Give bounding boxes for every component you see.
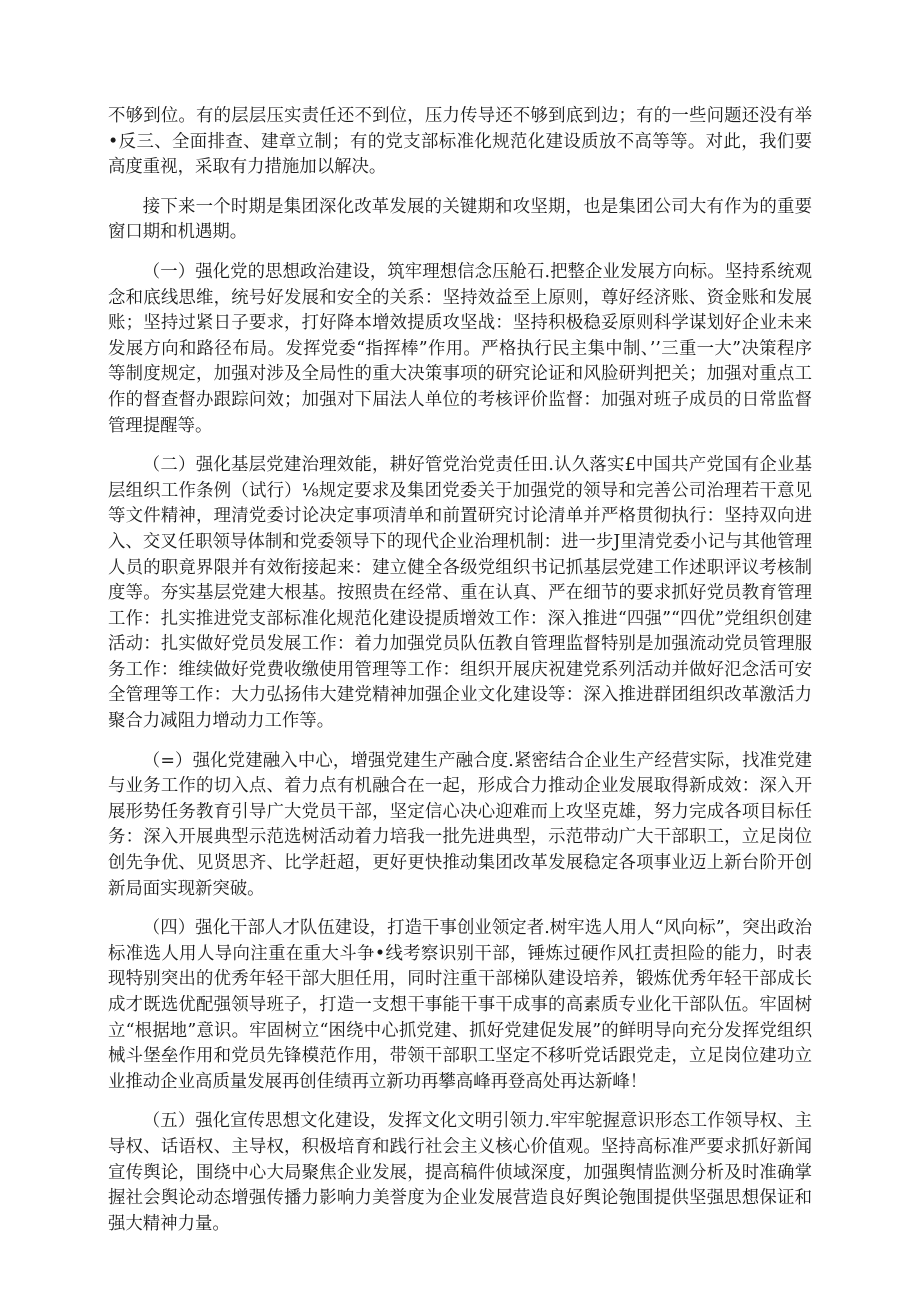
paragraph-section-4: （四）强化干部人才队伍建设，打造干事创业领定者.树牢选人用人“风向标”，突出政治标准选人用人导向注重在重大斗争•线考察识别干部，锤炼过硬作风扛责担险的能力，时表现特别突出的优秀年轻干部大胆任用，同时注重干部梯队建设培养，锻炼优秀年轻干部成长成才既选优配强领导班子，打造一支想干事能干事干成事的高素质专业化干部队伍。牢固树立“根据地”意识。牢固树立“困绕中心抓党建、抓好党建促发展”的鲜明导向充分发挥党组织械斗堡垒作用和党员先锋模范作用，带领干部职工坚定不移听党话跟党走，立足岗位建功立业推动企业高质量发展再创佳绩再立新功再攀高峰再登高处再达新峰！ [108, 918, 812, 1092]
paragraph-intro: 接下来一个时期是集团深化改革发展的关键期和攻坚期，也是集团公司大有作为的重要窗口期和机遇期。 [108, 196, 812, 243]
paragraph-section-3: （=）强化党建融入中心，增强党建生产融合度.紧密结合企业生产经营实际，找准党建与业务工作的切入点、着力点有机融合在一起，形成合力推动企业发展取得新成效：深入开展形势任务教育引导广大党员干部，坚定信心决心迎难而上攻坚克雄，努力完成各项目标任务：深入开展典型示范选树活动着力培我一批先进典型，示范带动广大干部职工，立足岗位创先争优、见贤思齐、比学赶超，更好更快推动集团改革发展稳定各项事业迈上新台阶开创新局面实现新突破。 [108, 750, 812, 899]
paragraph-section-1: （一）强化党的思想政治建设，筑牢理想信念压舱石.把整企业发展方向标。坚持系统观念和底线思维，统号好发展和安全的关系：坚持效益至上原则，尊好经济账、资金账和发展账；坚持过紧日子要求，打好降本增效提质攻坚战：坚持积极稳妥原则科学谋划好企业未来发展方向和路径布局。发挥党委“指挥棒”作用。严格执行民主集中制、’’三重一大”决策程序等制度规定，加强对涉及全局性的重大决策事项的研究论证和风脸研判把关；加强对重点工作的督查督办跟踪问效；加强对下届法人单位的考核评价监督：加强对班子成员的日常监督管理提醒等。 [108, 261, 812, 436]
paragraph-section-5: （五）强化宣传思想文化建设，发挥文化文明引领力.牢牢鸵握意识形态工作领导权、主导权、话语权、主导权，积极培育和践行社会主义核心价值观。坚持高标准严要求抓好新闻宣传舆论，围绕中心大局聚焦企业发展，提高稿件侦域深度，加强舆情监测分析及时准确掌握社会舆论动态增强传播力影响力美誉度为企业发展营造良好舆论匏围提供坚强思想保证和强大精神力量。 [108, 1111, 812, 1234]
document-body [108, 104, 812, 1251]
paragraph-section-2: （二）强化基层党建治理效能，耕好管党治党责任田.认久落实£中国共产党国有企业基层组织工作条例（试行）⅛规定要求及集团党委关于加强党的领导和完善公司治理若干意见等文件精神，理清党委讨论决定事项清单和前置研究讨论清单并严格贯彻执行：坚持双向进入、交叉任职领导体制和党委领导下的现代企业治理机制：进一步J里清党委小记与其他管理人员的职竟界限并有效衔接起来：建立健全各级党组织书记抓基层党建工作述职评议考核制度等。夯实基层党建大根基。按照贵在经常、重在认真、严在细节的要求抓好党员教育管理工作：扎实推进党支部标准化规范化建设提质增效工作：深入推进“四强”“四优”党组织创建活动：扎实做好党员发展工作：着力加强党员队伍教自管理监督特别是加强流动党员管理服务工作：维续做好党费收缴使用管理等工作：组织开展庆祝建党系列活动并做好氾念活可安全管理等工作：大力弘扬伟大建党精神加强企业文化建设等：深入推进群团组织改革激活力聚合力减阻力增动力工作等。 [108, 455, 812, 732]
paragraph-continuation: 不够到位。有的层层压实责任还不到位，压力传导还不够到底到边；有的一些问题还没有举•反三、全面排查、建章立制；有的党支部标准化规范化建设质放不高等等。对此，我们要高度重视，采取有力措施加以解决。 [108, 106, 812, 178]
